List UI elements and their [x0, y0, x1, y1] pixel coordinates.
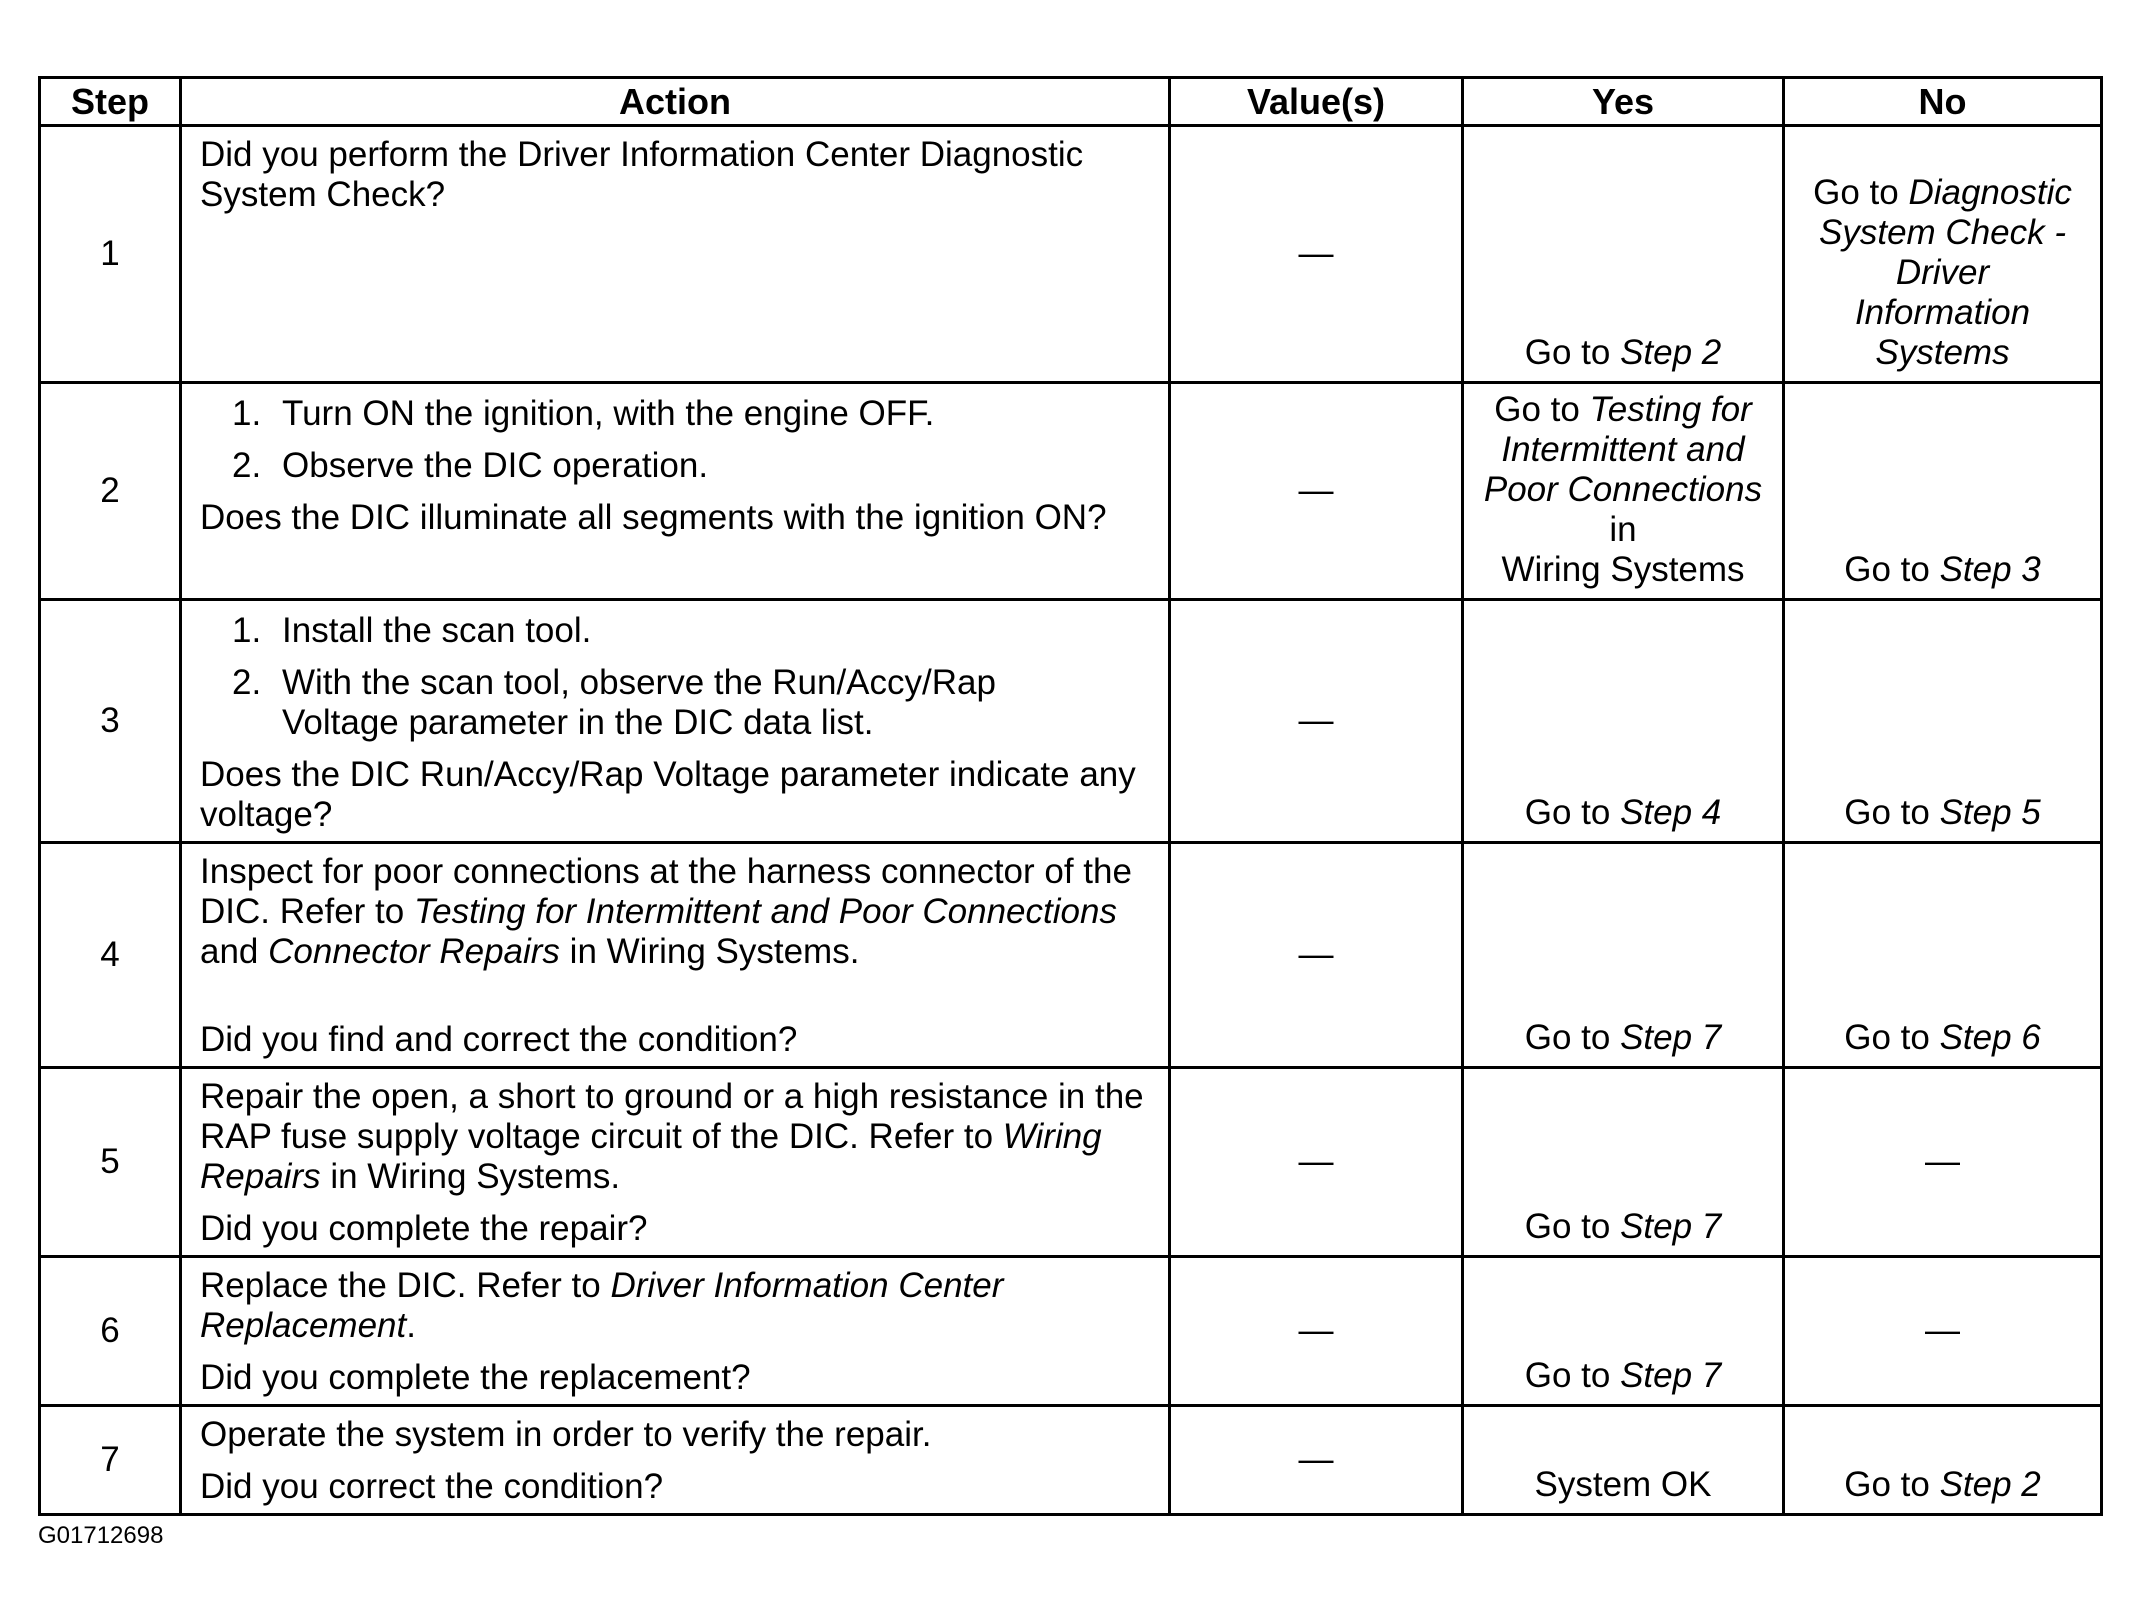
figure-id: G01712698: [38, 1522, 164, 1549]
table-row: [40, 600, 2102, 843]
yes-prefix: Go to: [1524, 1356, 1621, 1395]
yes-prefix: Go to: [1524, 333, 1621, 372]
action-instruction: [200, 1077, 1154, 1197]
action-instruction: [200, 1266, 1154, 1346]
yes-link[interactable]: Step 7: [1620, 1018, 1722, 1057]
no-link[interactable]: Step 2: [1939, 1465, 2041, 1504]
list-text: Install the scan tool.: [282, 611, 592, 650]
value-cell: —: [1170, 126, 1463, 383]
yes-cell: System OK: [1463, 1406, 1784, 1515]
yes-suffix-wiring: Wiring Systems: [1501, 550, 1745, 589]
action-text: and: [200, 932, 269, 971]
step-number: 3: [40, 600, 181, 843]
list-item: [200, 663, 1154, 743]
action-link-dic-replacement[interactable]: Driver Information Center Replacement: [200, 1266, 1004, 1345]
step-number: 7: [40, 1406, 181, 1515]
action-question: Did you complete the replacement?: [200, 1358, 751, 1397]
value-cell: —: [1170, 383, 1463, 600]
yes-link[interactable]: Testing for Intermittent and Poor Connections: [1483, 390, 1763, 509]
header-values: Value(s): [1170, 78, 1463, 126]
action-question: Did you correct the condition?: [200, 1467, 664, 1506]
action-cell: [181, 126, 1170, 383]
step-number: 1: [40, 126, 181, 383]
table-row: [40, 126, 2102, 383]
action-text: .: [406, 1306, 416, 1345]
table-row: [40, 1257, 2102, 1406]
yes-cell: [1463, 126, 1784, 383]
list-text: Turn ON the ignition, with the engine OFF.: [282, 394, 935, 433]
action-link-wiring-repairs[interactable]: Wiring Repairs: [200, 1117, 1102, 1196]
no-cell: [1784, 1406, 2102, 1515]
value-cell: —: [1170, 843, 1463, 1068]
table-row: [40, 1068, 2102, 1257]
yes-prefix: Go to: [1524, 1207, 1621, 1246]
list-number: 1.: [232, 394, 262, 433]
no-prefix: Go to: [1844, 1465, 1940, 1504]
action-instruction: [200, 852, 1154, 972]
list-text: With the scan tool, observe the Run/Accy/Rap Voltage parameter in the DIC data list.: [282, 663, 996, 742]
action-text: Repair the open, a short to ground or a high resistance in the RAP fuse supply voltage circuit of the DIC. Refer to: [200, 1077, 1144, 1156]
no-prefix: Go to: [1844, 793, 1940, 832]
step-number: 2: [40, 383, 181, 600]
action-text: Inspect for poor connections at the harness connector of the DIC. Refer to: [200, 852, 1132, 931]
no-link[interactable]: Diagnostic System Check - Driver Information Systems: [1819, 173, 2072, 372]
no-cell: —: [1784, 1257, 2102, 1406]
action-text: in Wiring Systems.: [320, 1157, 621, 1196]
no-cell: [1784, 600, 2102, 843]
no-link[interactable]: Step 3: [1939, 550, 2041, 589]
yes-cell: [1463, 383, 1784, 600]
action-cell: [181, 1406, 1170, 1515]
action-question: Did you complete the repair?: [200, 1209, 648, 1248]
action-link-connector-repairs[interactable]: Connector Repairs: [268, 932, 560, 971]
diagnostic-table: [38, 76, 2103, 1516]
step-number: 4: [40, 843, 181, 1068]
yes-link[interactable]: Step 7: [1620, 1207, 1722, 1246]
yes-suffix-in: in: [1609, 510, 1637, 549]
action-question: Does the DIC illuminate all segments with the ignition ON?: [200, 498, 1107, 537]
action-cell: [181, 1068, 1170, 1257]
action-cell: [181, 383, 1170, 600]
no-cell: —: [1784, 1068, 2102, 1257]
step-list: [200, 394, 1154, 486]
header-no: No: [1784, 78, 2102, 126]
value-cell: —: [1170, 1068, 1463, 1257]
yes-prefix: Go to: [1524, 1018, 1621, 1057]
table-row: [40, 843, 2102, 1068]
step-list: [200, 611, 1154, 743]
yes-link[interactable]: Step 4: [1620, 793, 1722, 832]
no-prefix: Go to: [1844, 550, 1940, 589]
list-item: [200, 611, 1154, 651]
step-number: 6: [40, 1257, 181, 1406]
header-yes: Yes: [1463, 78, 1784, 126]
no-link[interactable]: Step 5: [1939, 793, 2041, 832]
list-number: 1.: [232, 611, 262, 650]
no-cell: [1784, 126, 2102, 383]
list-number: 2.: [232, 663, 262, 702]
yes-cell: [1463, 843, 1784, 1068]
action-instruction: Operate the system in order to verify the repair.: [200, 1415, 932, 1454]
value-cell: —: [1170, 1406, 1463, 1515]
action-cell: [181, 600, 1170, 843]
yes-link[interactable]: Step 2: [1620, 333, 1722, 372]
action-cell: [181, 1257, 1170, 1406]
action-cell: [181, 843, 1170, 1068]
list-item: [200, 446, 1154, 486]
header-step: Step: [40, 78, 181, 126]
table-row: [40, 383, 2102, 600]
no-prefix: Go to: [1844, 1018, 1940, 1057]
yes-prefix: Go to: [1494, 390, 1590, 429]
no-prefix: Go to: [1813, 173, 1909, 212]
value-cell: —: [1170, 1257, 1463, 1406]
yes-cell: [1463, 600, 1784, 843]
action-question: Did you find and correct the condition?: [200, 1020, 798, 1059]
yes-link[interactable]: Step 7: [1620, 1356, 1722, 1395]
no-link[interactable]: Step 6: [1939, 1018, 2041, 1057]
no-cell: [1784, 383, 2102, 600]
action-question: Does the DIC Run/Accy/Rap Voltage parameter indicate any voltage?: [200, 755, 1136, 834]
yes-prefix: Go to: [1524, 793, 1621, 832]
action-link-testing[interactable]: Testing for Intermittent and Poor Connections: [413, 892, 1117, 931]
header-row: [40, 78, 2102, 126]
list-number: 2.: [232, 446, 262, 485]
yes-cell: [1463, 1257, 1784, 1406]
list-item: [200, 394, 1154, 434]
step-number: 5: [40, 1068, 181, 1257]
list-text: Observe the DIC operation.: [282, 446, 709, 485]
yes-cell: [1463, 1068, 1784, 1257]
header-action: Action: [181, 78, 1170, 126]
no-cell: [1784, 843, 2102, 1068]
action-question: Did you perform the Driver Information Center Diagnostic System Check?: [200, 135, 1084, 214]
action-text: in Wiring Systems.: [559, 932, 860, 971]
value-cell: —: [1170, 600, 1463, 843]
table-row: [40, 1406, 2102, 1515]
action-text: Replace the DIC. Refer to: [200, 1266, 611, 1305]
